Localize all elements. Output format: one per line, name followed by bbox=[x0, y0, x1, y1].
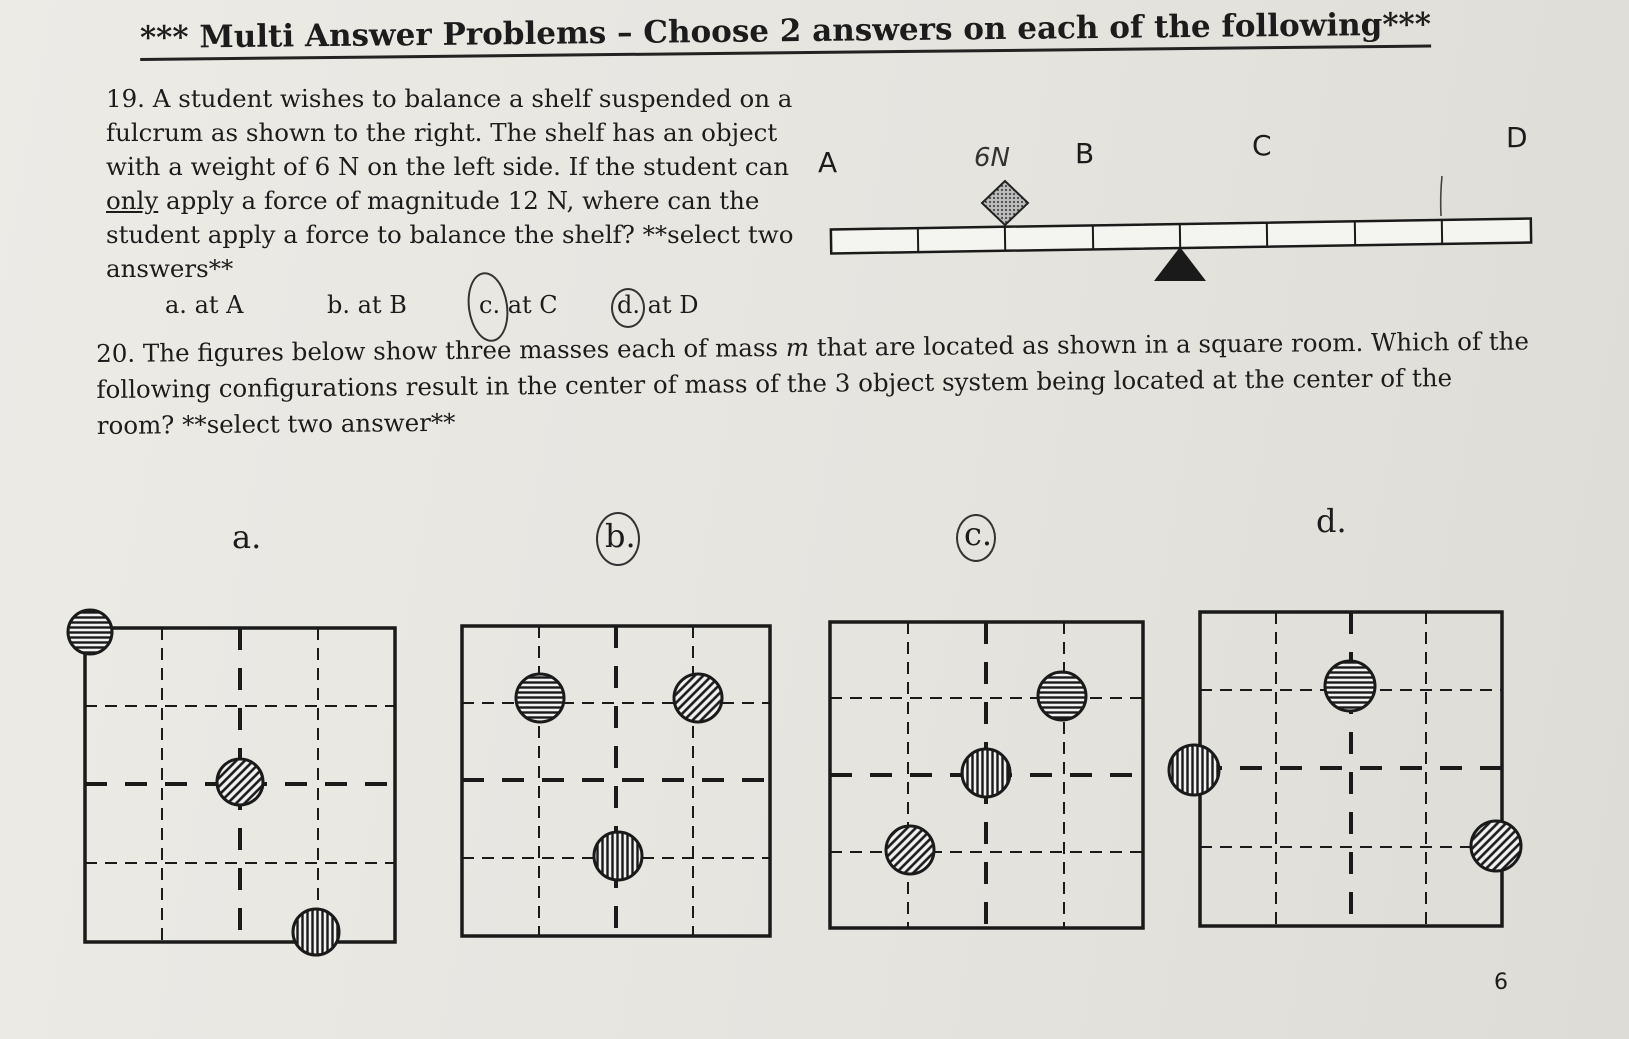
figure-label-b[interactable]: b. bbox=[605, 517, 636, 555]
question-20-text-before: The figures below show three masses each of mass bbox=[142, 332, 786, 368]
question-20-text-after: that are located as shown in a square room. Which of the following configurations result in the center of mass of the 3 object system being located at the center of the room? **select two answer** bbox=[96, 326, 1530, 440]
mass-d1 bbox=[1325, 661, 1375, 711]
weight-note: 6N bbox=[974, 143, 1010, 173]
question-19-number: 19. bbox=[106, 84, 145, 113]
figure-label-a[interactable]: a. bbox=[232, 518, 262, 556]
figure-label-d[interactable]: d. bbox=[1316, 502, 1347, 540]
choice-19-d[interactable]: d. at D bbox=[617, 291, 699, 319]
question-19-underlined-word: only bbox=[106, 186, 159, 215]
choice-19-b[interactable]: b. at B bbox=[327, 291, 407, 319]
page-number: 6 bbox=[1494, 970, 1508, 995]
weight-object bbox=[982, 181, 1028, 225]
mass-c1 bbox=[1038, 672, 1086, 720]
mass-c3 bbox=[886, 826, 934, 874]
mass-a2 bbox=[217, 759, 263, 805]
point-label-a: A bbox=[818, 146, 838, 179]
point-label-b: B bbox=[1075, 137, 1095, 170]
mass-c2 bbox=[962, 749, 1010, 797]
mass-a1 bbox=[68, 610, 112, 654]
figure-c-room bbox=[830, 622, 1143, 928]
mass-d2 bbox=[1169, 745, 1219, 795]
question-19-text-before: A student wishes to balance a shelf suspended on a fulcrum as shown to the right. The shelf has an object with a weight of 6 N on the left side. If the student can bbox=[106, 84, 793, 181]
figure-d-room bbox=[1169, 612, 1521, 926]
question-19-text-after: apply a force of magnitude 12 N, where can the student apply a force to balance the shelf? **select two answers** bbox=[106, 186, 794, 283]
mass-d3 bbox=[1471, 821, 1521, 871]
mass-symbol: m bbox=[785, 332, 810, 362]
mass-a3 bbox=[293, 909, 339, 955]
hand-arrow-mark bbox=[1441, 176, 1442, 216]
figure-b-room bbox=[462, 626, 770, 936]
choice-19-a[interactable]: a. at A bbox=[165, 291, 244, 319]
mass-b3 bbox=[594, 832, 642, 880]
lever-diagram bbox=[818, 121, 1531, 281]
fulcrum-triangle bbox=[1154, 247, 1206, 281]
question-20-number: 20. bbox=[96, 338, 136, 368]
shelf-bar bbox=[831, 218, 1531, 253]
point-label-d: D bbox=[1506, 121, 1528, 154]
point-label-c: C bbox=[1252, 129, 1272, 162]
page-title: *** Multi Answer Problems – Choose 2 answers on each of the following*** bbox=[140, 6, 1431, 61]
choice-19-c[interactable]: c. at C bbox=[479, 291, 558, 319]
figure-label-c[interactable]: c. bbox=[964, 515, 993, 553]
figure-a-room bbox=[68, 610, 395, 955]
mass-b1 bbox=[516, 674, 564, 722]
mass-b2 bbox=[674, 674, 722, 722]
